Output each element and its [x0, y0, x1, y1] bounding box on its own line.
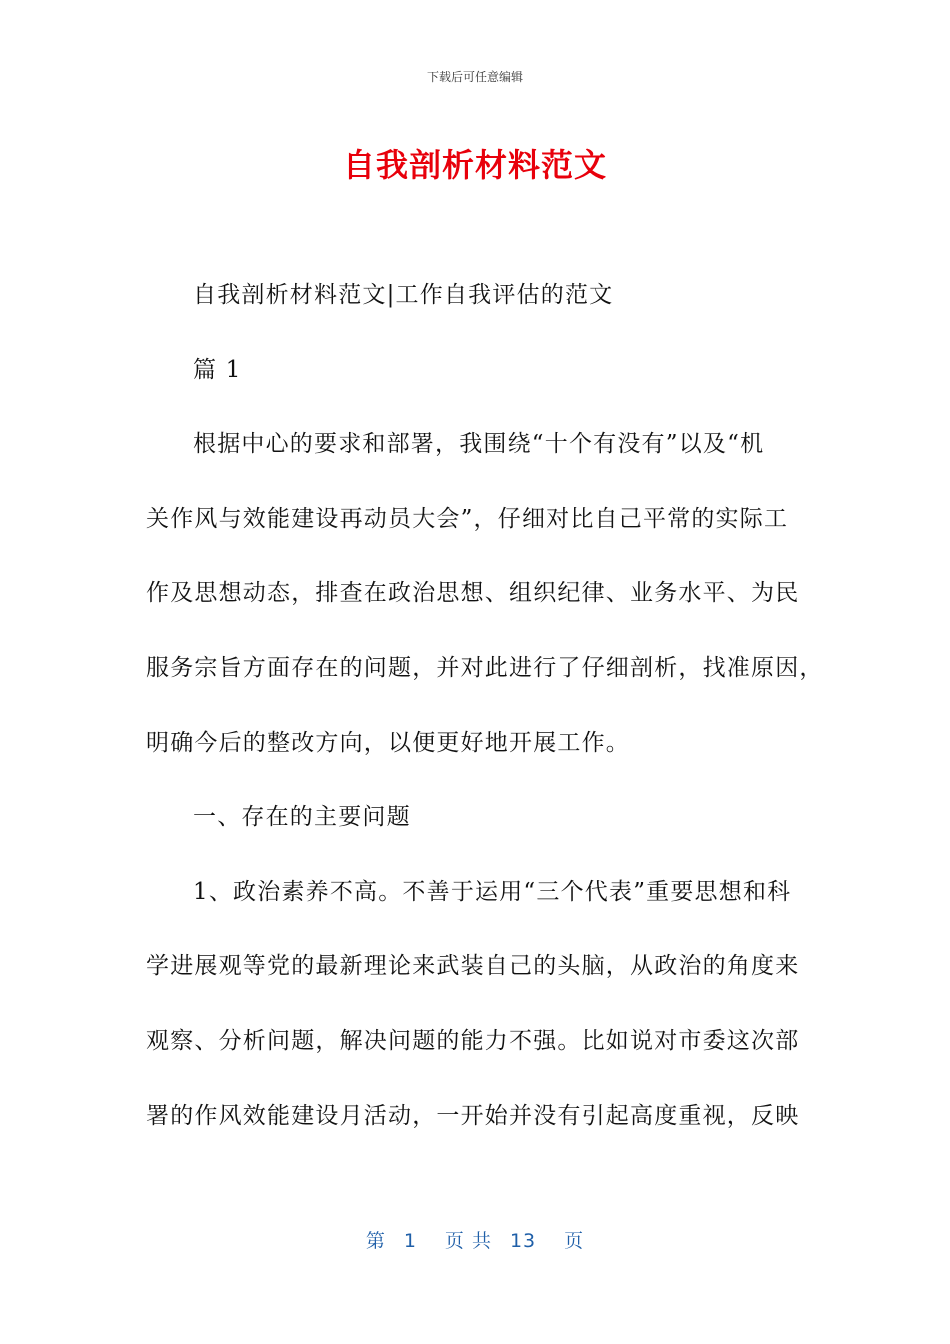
paragraph-line: 作及思想动态，排查在政治思想、组织纪律、业务水平、为民 [146, 580, 800, 607]
subtitle-line: 自我剖析材料范文|工作自我评估的范文 [193, 282, 614, 308]
footer-prefix: 第 [365, 1230, 386, 1252]
footer-middle: 页 共 [444, 1230, 492, 1252]
paragraph-line: 根据中心的要求和部署，我围绕“十个有没有”以及“机 [193, 431, 765, 458]
paragraph-line: 明确今后的整改方向，以便更好地开展工作。 [146, 729, 630, 756]
paragraph-line: 服务宗旨方面存在的问题，并对此进行了仔细剖析，找准原因， [146, 654, 824, 681]
document-body [146, 258, 824, 1153]
paragraph-line: 1、政治素养不高。不善于运用“三个代表”重要思想和科 [193, 878, 792, 905]
paragraph-line: 观察、分析问题，解决问题的能力不强。比如说对市委这次部 [146, 1027, 800, 1054]
header-note: 下载后可任意编辑 [426, 70, 523, 84]
paragraph-line: 关作风与效能建设再动员大会”，仔细对比自己平常的实际工 [146, 505, 789, 532]
footer-suffix: 页 [564, 1230, 585, 1252]
footer-page-number: 1 [403, 1230, 417, 1252]
section-heading: 一、存在的主要问题 [193, 804, 411, 831]
section-label: 篇 1 [193, 356, 242, 383]
document-title: 自我剖析材料范文 [342, 146, 607, 184]
footer-total-pages: 13 [509, 1230, 537, 1252]
paragraph-line: 学进展观等党的最新理论来武装自己的头脑，从政治的角度来 [146, 953, 800, 980]
paragraph-line: 署的作风效能建设月活动，一开始并没有引起高度重视，反映 [146, 1102, 800, 1129]
page-footer [0, 1226, 950, 1253]
